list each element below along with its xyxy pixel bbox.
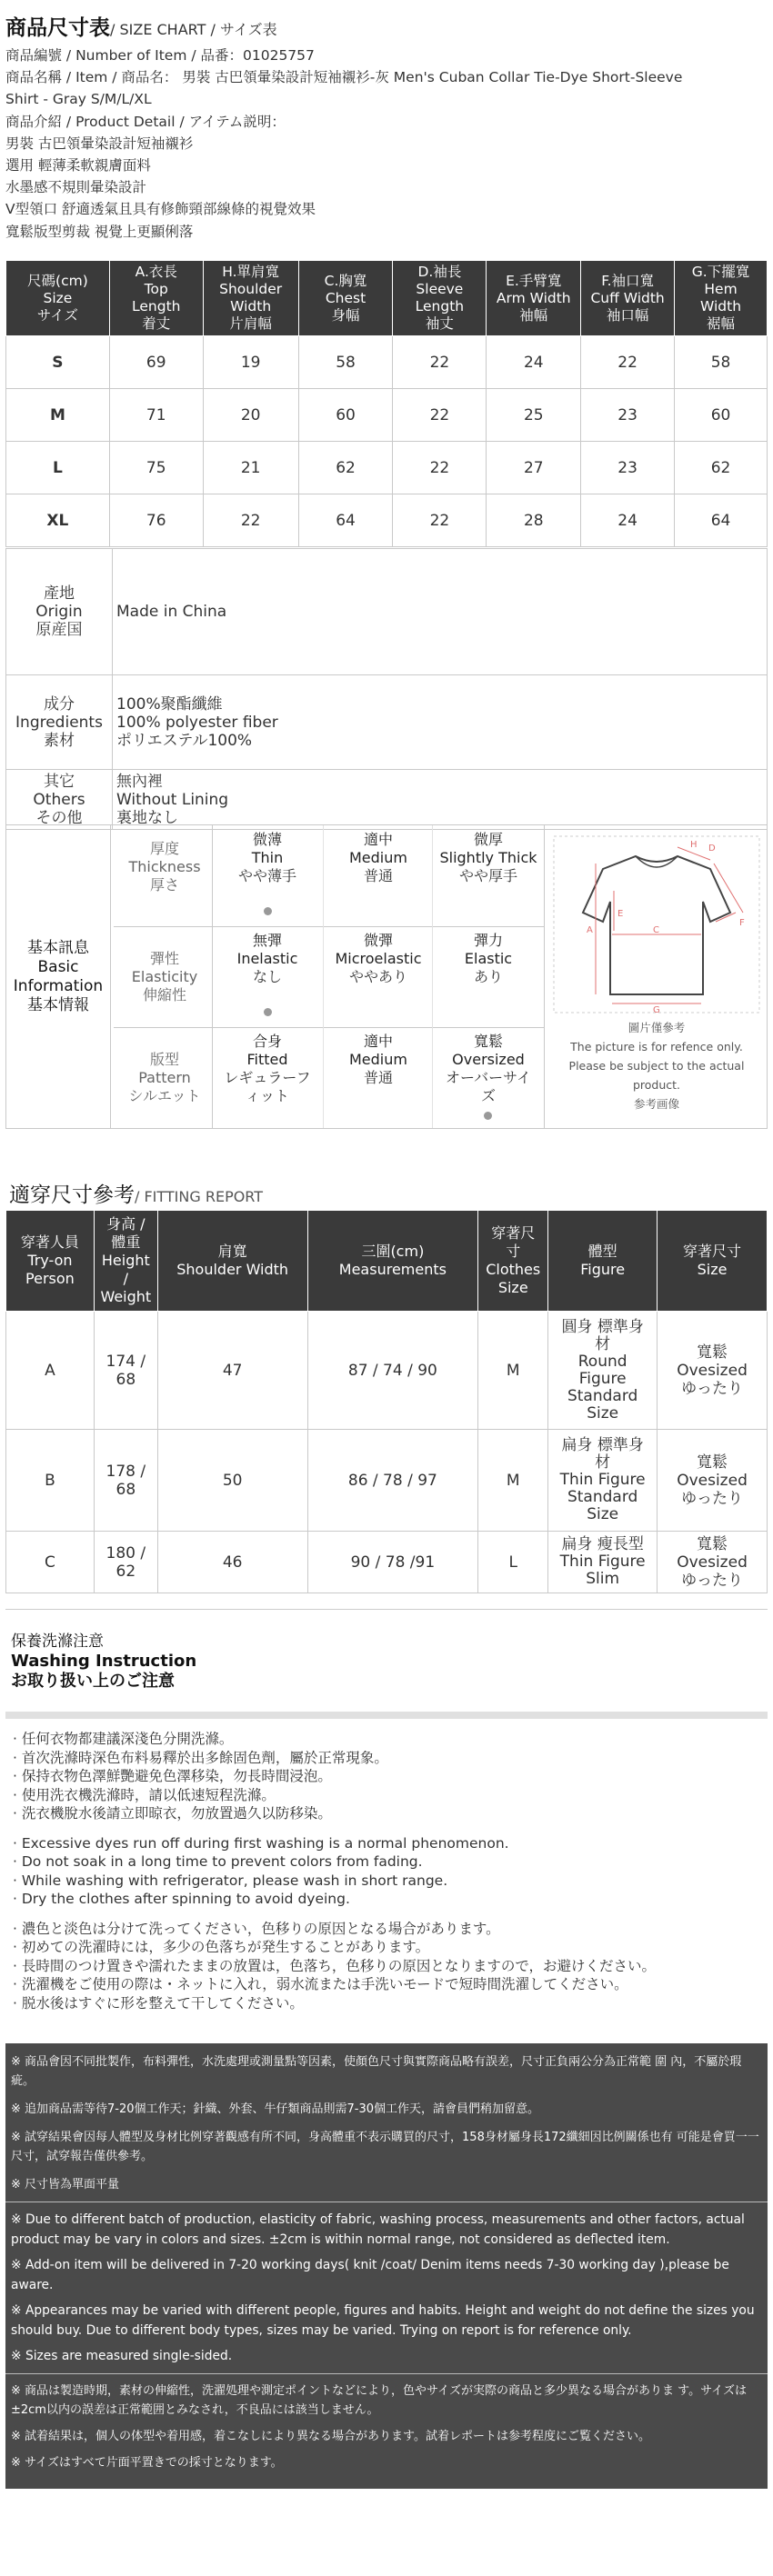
ingredients-value: 100%聚酯纖維 100% polyester fiber ポリエステル100% xyxy=(113,675,768,770)
washing-instructions xyxy=(5,1609,768,2032)
table-cell: 58 xyxy=(675,336,768,389)
size-table-header xyxy=(6,261,768,336)
washing-item: · While washing with refrigerator, please wash in short range. xyxy=(13,1872,448,1889)
note-item: ※ 商品會因不同批製作，布料彈性，水洗處理或測量點等因素，使顏色尺寸與實際商品略有誤差，尺寸正負兩公分為正常範 圍 內，不屬於瑕疵。 xyxy=(11,2055,742,2088)
table-cell: 28 xyxy=(487,494,581,547)
others-row xyxy=(6,770,768,830)
thickness-label: 厚度 Thickness 厚さ xyxy=(128,840,201,894)
notes-panel xyxy=(5,2043,768,2489)
notes-zh xyxy=(5,2043,768,2194)
shoulder: 47 xyxy=(157,1312,307,1430)
col-shoulder-width: H.單肩寬 Shoulder Width 片肩幅 xyxy=(203,261,298,336)
note-item: ※ 試着結果は，個人の体型や着用感，着こなしにより異なる場合があります。試着レポートは参考程度にご覧ください。 xyxy=(11,2430,650,2443)
figure: 扁身 瘦長型 Thin Figure Slim xyxy=(548,1532,658,1593)
diagram-note: 圖片僅參考 The picture is for refence only. Please be subject to the actual product. 参考画像 xyxy=(568,1021,745,1111)
option-slightly-thick: 微厚 Slightly Thick やや厚手 xyxy=(439,831,537,884)
washing-item: · 初めての洗濯時には，多少の色落ちが発生することがあります。 xyxy=(13,1939,430,1955)
notes-divider xyxy=(5,2373,768,2374)
table-cell: 58 xyxy=(298,336,393,389)
shirt-measurement-diagram xyxy=(548,825,765,1128)
washing-item: · 首次洗滌時深色布料易釋於出多餘固色劑，屬於正常現象。 xyxy=(13,1749,388,1766)
washing-item: · Excessive dyes run off during first washing is a normal phenomenon. xyxy=(13,1834,509,1852)
note-item: ※ Add-on item will be delivered in 7-20 working days( knit /coat/ Denim items needs 7-30 working day ),please be aware. xyxy=(11,2258,729,2292)
note-item: ※ 尺寸皆為單面平量 xyxy=(11,2178,120,2192)
table-cell: 23 xyxy=(581,389,675,442)
size-label: XL xyxy=(6,494,110,547)
table-cell: 69 xyxy=(109,336,203,389)
diagram-label-a: A xyxy=(587,925,593,935)
fit: 寬鬆 Ovesized ゆったり xyxy=(658,1430,768,1532)
figure: 扁身 標準身 材 Thin Figure Standard Size xyxy=(548,1430,658,1532)
washing-item: · 保持衣物色澤鮮艷避免色澤移染，勿長時間浸泡。 xyxy=(13,1768,332,1784)
washing-item: · 洗濯機をご使用の際は・ネットに入れ，弱水流または手洗いモードで短時間洗濯してください。 xyxy=(13,1976,628,1992)
table-row xyxy=(6,1312,768,1430)
table-cell: 22 xyxy=(393,336,487,389)
table-row xyxy=(6,1430,768,1532)
clothes-size: M xyxy=(478,1312,548,1430)
product-detail-line: 選用 輕薄柔軟親膚面料 xyxy=(5,157,151,175)
fitting-table-header xyxy=(6,1211,768,1312)
washing-item: · Dry the clothes after spinning to avoid dyeing. xyxy=(13,1891,350,1907)
product-header xyxy=(0,0,773,243)
shoulder: 46 xyxy=(157,1532,307,1593)
thickness-row xyxy=(114,825,545,927)
washing-list xyxy=(13,1730,656,2012)
measurements: 90 / 78 /91 xyxy=(307,1532,478,1593)
diagram-label-f: F xyxy=(739,918,745,928)
product-detail-line: V型領口 舒適透氣且具有修飾頸部線條的視覺效果 xyxy=(5,201,316,218)
note-item: ※ Appearances may be varied with different people, figures and habits. Height and weight do not define the sizes you should buy. Due to different body types, sizes may be varied. Trying on report is for reference only. xyxy=(11,2303,755,2338)
diagram-label-h: H xyxy=(690,840,698,850)
size-label: S xyxy=(6,336,110,389)
fit: 寬鬆 Ovesized ゆったり xyxy=(658,1532,768,1593)
info-table xyxy=(5,548,768,830)
product-name: 商品名稱 / Item / 商品名： 男裝 古巴領暈染設計短袖襯衫-灰 Men's Cuban Collar Tie-Dye Short-Sleeve xyxy=(5,69,683,86)
product-name-cont: Shirt - Gray S/M/L/XL xyxy=(5,91,152,108)
product-detail-label: 商品介紹 / Product Detail / アイテム説明： xyxy=(5,113,286,130)
note-item: ※ Sizes are measured single-sided. xyxy=(11,2349,233,2363)
option-thin: 微薄 Thin やや薄手 xyxy=(237,831,296,884)
others-label: 其它 Others その他 xyxy=(6,770,113,830)
clothes-size: M xyxy=(478,1430,548,1532)
col-cuff-width: F.袖口寬 Cuff Width 袖口幅 xyxy=(581,261,675,336)
clothes-size: L xyxy=(478,1532,548,1593)
divider xyxy=(212,825,213,1128)
table-row xyxy=(6,494,768,547)
table-cell: 27 xyxy=(487,442,581,494)
table-cell: 62 xyxy=(298,442,393,494)
table-cell: 60 xyxy=(675,389,768,442)
size-label: L xyxy=(6,442,110,494)
table-cell: 24 xyxy=(581,494,675,547)
table-row xyxy=(6,336,768,389)
col-height-weight: 身高 / 體重 Height / Weight xyxy=(94,1211,157,1312)
pattern-label: 版型 Pattern シルエット xyxy=(128,1051,201,1104)
basic-info-panel xyxy=(5,824,768,1129)
table-cell: 22 xyxy=(393,442,487,494)
note-item: ※ サイズはすべて片面平置きでの採寸となります。 xyxy=(11,2456,283,2470)
origin-value: Made in China xyxy=(113,549,768,675)
basic-info-label: 基本訊息 Basic Information 基本情報 xyxy=(6,825,111,1128)
washing-item: · 使用洗衣機洗滌時，請以低速短程洗滌。 xyxy=(13,1786,276,1803)
washing-item: · 洗衣機脫水後請立即晾衣，勿放置過久以防移染。 xyxy=(13,1805,332,1822)
table-cell: 76 xyxy=(109,494,203,547)
table-cell: 71 xyxy=(109,389,203,442)
col-figure: 體型 Figure xyxy=(548,1211,658,1312)
fitting-table xyxy=(5,1210,768,1593)
basic-info-grid xyxy=(114,825,545,1128)
col-size: 尺碼(cm) Size サイズ xyxy=(6,261,110,336)
table-cell: 62 xyxy=(675,442,768,494)
divider xyxy=(544,825,545,1128)
table-cell: 23 xyxy=(581,442,675,494)
col-chest: C.胸寬 Chest 身幅 xyxy=(298,261,393,336)
thickness-selected-marker xyxy=(264,907,272,915)
note-item: ※ 試穿結果會因每人體型及身材比例穿著觀感有所不同，身高體重不表示購買的尺寸，158身材屬身長172纖細因比例關係也有 可能是會買一一尺寸，試穿報告僅供參考。 xyxy=(11,2131,759,2163)
note-item: ※ Due to different batch of production, elasticity of fabric, washing process, measurements and other factors, actual product may be vary in colors and sizes. ±2cm is within normal range, not considered as deflected item. xyxy=(11,2212,745,2247)
washing-item: · 長時間のつけ置きや濡れたままの放置は，色落ち，色移りの原因となりますので，お避けください。 xyxy=(13,1957,657,1974)
divider xyxy=(323,825,324,1128)
figure: 圓身 標準身 材 Round Figure Standard Size xyxy=(548,1312,658,1430)
notes-jp xyxy=(5,2381,768,2472)
washing-item: · 任何衣物都建議深淺色分開洗滌。 xyxy=(13,1731,234,1747)
washing-item: · Do not soak in a long time to prevent colors from fading. xyxy=(13,1853,423,1870)
note-item: ※ 追加商品需等待7-20個工作天；針織、外套、牛仔類商品則需7-30個工作天，請會員們稍加留意。 xyxy=(11,2102,540,2116)
pattern-selected-marker xyxy=(484,1112,492,1120)
table-row xyxy=(6,442,768,494)
diagram-label-c: C xyxy=(653,925,659,935)
ingredients-label: 成分 Ingredients 素材 xyxy=(6,675,113,770)
col-arm-width: E.手臂寬 Arm Width 袖幅 xyxy=(487,261,581,336)
option-elastic: 彈力 Elastic あり xyxy=(464,932,513,985)
option-medium: 適中 Medium 普通 xyxy=(349,1033,407,1086)
table-cell: 19 xyxy=(203,336,298,389)
col-measurements: 三圍(cm) Measurements xyxy=(307,1211,478,1312)
height-weight: 178 / 68 xyxy=(94,1430,157,1532)
size-table xyxy=(5,260,768,547)
origin-label: 產地 Origin 原産国 xyxy=(6,549,113,675)
table-cell: 60 xyxy=(298,389,393,442)
option-oversized: 寬鬆 Oversized オーバーサイ ズ xyxy=(445,1033,532,1104)
option-medium: 適中 Medium 普通 xyxy=(349,831,407,884)
person: B xyxy=(6,1430,95,1532)
diagram-label-d: D xyxy=(708,844,716,854)
fit: 寬鬆 Ovesized ゆったり xyxy=(658,1312,768,1430)
washing-item: · 濃色と淡色は分けて洗ってください，色移りの原因となる場合があります。 xyxy=(13,1920,500,1937)
option-fitted: 合身 Fitted レギュラーフ ィット xyxy=(224,1033,311,1104)
pattern-row xyxy=(114,1027,545,1128)
elasticity-label: 彈性 Elasticity 伸縮性 xyxy=(131,950,198,1003)
notes-en xyxy=(5,2210,768,2366)
table-cell: 22 xyxy=(393,494,487,547)
shirt-diagram-image xyxy=(548,825,765,1018)
diagram-label-e: E xyxy=(617,909,624,919)
table-row xyxy=(6,1532,768,1593)
col-sleeve-length: D.袖長 Sleeve Length 袖丈 xyxy=(393,261,487,336)
table-row xyxy=(6,389,768,442)
fitting-report-title: 適穿尺寸參考/ FITTING REPORT xyxy=(9,1183,264,1207)
table-cell: 64 xyxy=(298,494,393,547)
table-cell: 21 xyxy=(203,442,298,494)
table-cell: 22 xyxy=(581,336,675,389)
ingredients-row xyxy=(6,675,768,770)
option-microelastic: 微彈 Microelastic ややあり xyxy=(335,932,422,985)
divider xyxy=(432,825,433,1128)
measurements: 87 / 74 / 90 xyxy=(307,1312,478,1430)
table-cell: 20 xyxy=(203,389,298,442)
table-cell: 22 xyxy=(393,389,487,442)
size-chart-title: 商品尺寸表/ SIZE CHART / サイズ表 xyxy=(5,16,277,40)
elasticity-selected-marker xyxy=(264,1008,272,1016)
option-inelastic: 無彈 Inelastic なし xyxy=(236,932,298,985)
col-hem-width: G.下擺寬 Hem Width 裾幅 xyxy=(675,261,768,336)
table-cell: 22 xyxy=(203,494,298,547)
table-cell: 64 xyxy=(675,494,768,547)
washing-title: 保養洗滌注意 Washing Instruction お取り扱い上のご注意 xyxy=(11,1632,197,1691)
table-cell: 25 xyxy=(487,389,581,442)
shoulder: 50 xyxy=(157,1430,307,1532)
col-person: 穿著人員 Try-on Person xyxy=(6,1211,95,1312)
col-clothes-size: 穿著尺 寸 Clothes Size xyxy=(478,1211,548,1312)
col-fit: 穿著尺寸 Size xyxy=(658,1211,768,1312)
product-detail-line: 水墨感不規則暈染設計 xyxy=(5,179,147,196)
others-value: 無內裡 Without Lining 裏地なし xyxy=(113,770,768,830)
col-shoulder: 肩寬 Shoulder Width xyxy=(157,1211,307,1312)
note-item: ※ 商品は製造時期，素材の伸縮性，洗濯処理や測定ポイントなどにより，色やサイズが実際の商品と多少異なる場合がありま す。サイズは±2cm以内の誤差は正常範囲とみなされ，不良品には該当しません。 xyxy=(11,2384,748,2417)
washing-divider xyxy=(5,1712,768,1719)
size-label: M xyxy=(6,389,110,442)
origin-row xyxy=(6,549,768,675)
elasticity-row xyxy=(114,926,545,1028)
person: C xyxy=(6,1532,95,1593)
table-cell: 24 xyxy=(487,336,581,389)
diagram-label-g: G xyxy=(653,1005,660,1015)
product-detail-line: 寬鬆版型剪裁 視覺上更顯俐落 xyxy=(5,223,194,240)
person: A xyxy=(6,1312,95,1430)
table-cell: 75 xyxy=(109,442,203,494)
height-weight: 174 / 68 xyxy=(94,1312,157,1430)
col-top-length: A.衣長 Top Length 着丈 xyxy=(109,261,203,336)
washing-item: · 脱水後はすぐに形を整えて干してください。 xyxy=(13,1994,304,2012)
height-weight: 180 / 62 xyxy=(94,1532,157,1593)
measurements: 86 / 78 / 97 xyxy=(307,1430,478,1532)
product-detail-line: 男裝 古巴領暈染設計短袖襯衫 xyxy=(5,135,194,152)
product-number: 商品編號 / Number of Item / 品番：01025757 xyxy=(5,47,315,64)
